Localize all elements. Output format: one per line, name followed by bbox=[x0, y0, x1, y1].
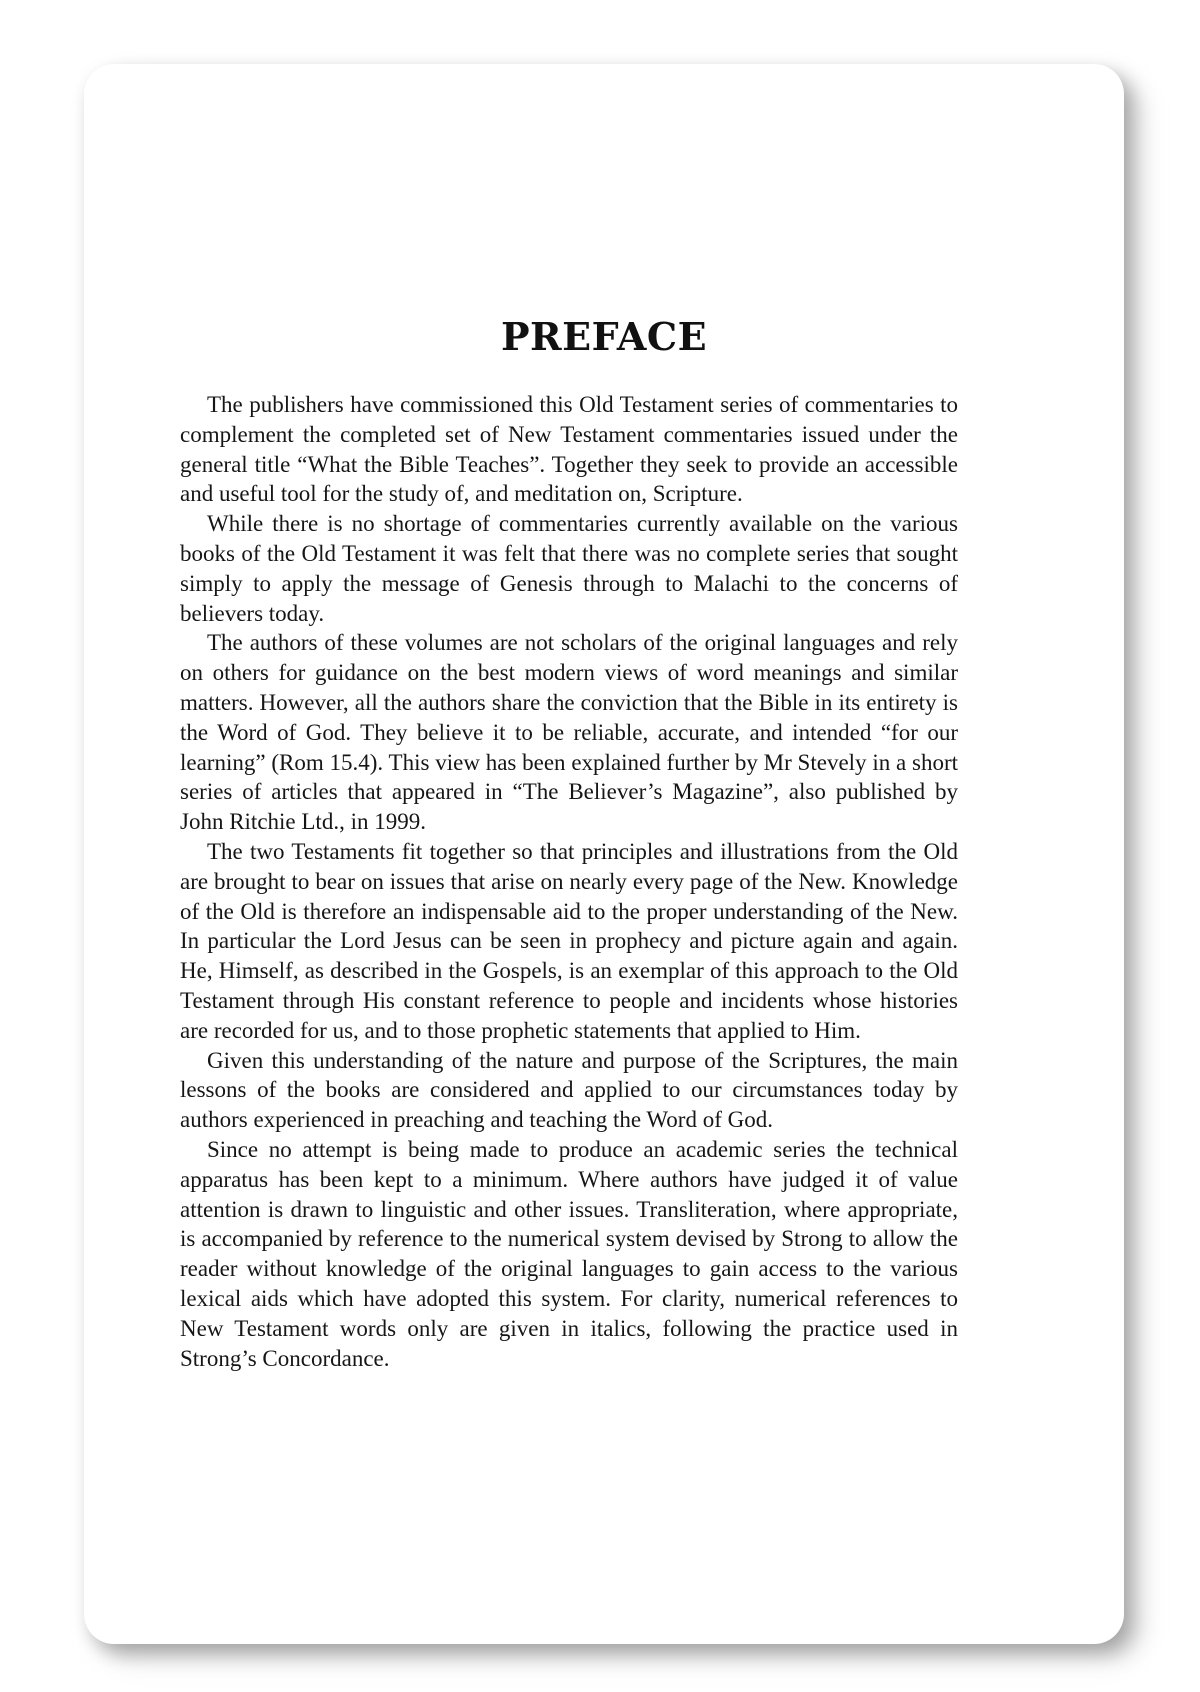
page-title: PREFACE bbox=[500, 314, 708, 359]
paragraph-6: Since no attempt is being made to produce an academic series the technical apparatus has been kept to a minimum. Where authors have judged it of value attention is drawn to linguistic and other issues. Transliteration, where appropriate, is accompanied by reference to the numerical system devised by Strong to allow the reader without knowledge of the original languages to gain access to the various lexical aids which have adopted this system. For clarity, numerical references to New Testament words only are given in italics, following the practice used in Strong’s Concordance. bbox=[180, 1136, 958, 1371]
paragraph-5: Given this understanding of the nature and purpose of the Scriptures, the main lessons of the books are considered and applied to our circumstances today by authors experienced in preaching and teaching the Word of God. bbox=[180, 1047, 958, 1133]
paragraph-4: The two Testaments fit together so that principles and illustrations from the Old are brought to bear on issues that arise on nearly every page of the New. Knowledge of the Old is therefore an indispensable aid to the proper understanding of the New. In particular the Lord Jesus can be seen in prophecy and picture again and again. He, Himself, as described in the Gospels, is an exemplar of this approach to the Old Testament through His constant reference to people and incidents whose histories are recorded for us, and to those prophetic statements that applied to Him. bbox=[180, 838, 958, 1043]
document-page bbox=[84, 64, 1124, 1644]
paragraph-1: The publishers have commissioned this Old Testament series of commentaries to complement the completed set of New Testament commentaries issued under the general title “What the Bible Teaches”. Together they seek to provide an accessible and useful tool for the study of, and meditation on, Scripture. bbox=[180, 392, 958, 507]
paragraph-3: The authors of these volumes are not scholars of the original languages and rely on others for guidance on the best modern views of word meanings and similar matters. However, all the authors share the conviction that the Bible in its entirety is the Word of God. They believe it to be reliable, accurate, and intended “for our learning” (Rom 15.4). This view has been explained further by Mr Stevely in a short series of articles that appeared in “The Believer’s Magazine”, also published by John Ritchie Ltd., in 1999. bbox=[180, 630, 958, 835]
preface-body bbox=[180, 390, 958, 1373]
paragraph-2: While there is no shortage of commentaries currently available on the various books of the Old Testament it was felt that there was no complete series that sought simply to apply the message of Genesis through to Malachi to the concerns of believers today. bbox=[180, 511, 958, 626]
